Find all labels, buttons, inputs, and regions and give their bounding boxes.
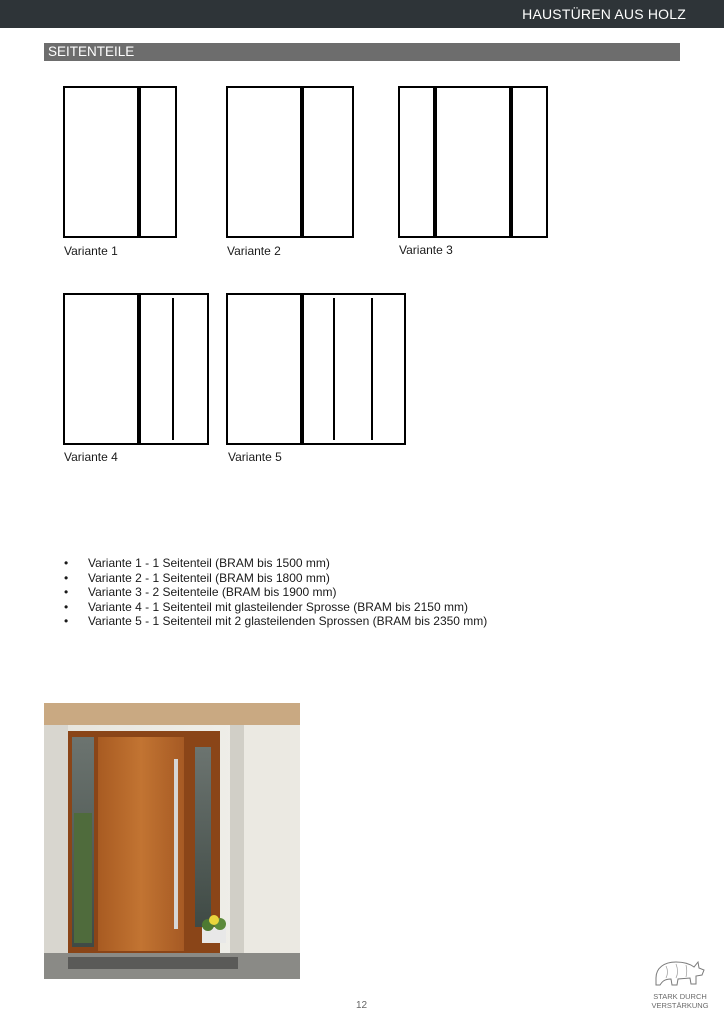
page-number: 12 bbox=[356, 1000, 368, 1011]
list-item: • Variante 2 - 1 Seitenteil (BRAM bis 1800 mm) bbox=[64, 571, 487, 586]
section-title: SEITENTEILE bbox=[48, 44, 135, 59]
logo-line-1: STARK DURCH bbox=[653, 992, 707, 1001]
variant-description-list bbox=[64, 556, 487, 629]
variant-1-diagram bbox=[63, 86, 177, 238]
variant-2-label: Variante 2 bbox=[227, 244, 281, 258]
header-bar bbox=[0, 0, 724, 28]
variant-5-diagram bbox=[226, 293, 406, 445]
list-item: • Variante 1 - 1 Seitenteil (BRAM bis 1500 mm) bbox=[64, 556, 487, 571]
brand-logo bbox=[650, 956, 710, 1010]
variant-3-label: Variante 3 bbox=[399, 243, 453, 257]
list-item: • Variante 3 - 2 Seitenteile (BRAM bis 1900 mm) bbox=[64, 585, 487, 600]
document-title: HAUSTÜREN AUS HOLZ bbox=[522, 6, 686, 22]
variant-5-label: Variante 5 bbox=[228, 450, 282, 464]
list-item: • Variante 4 - 1 Seitenteil mit glasteilender Sprosse (BRAM bis 2150 mm) bbox=[64, 600, 487, 615]
door-photo-drawing bbox=[44, 703, 300, 979]
logo-tagline bbox=[650, 992, 710, 1010]
variant-3-diagram bbox=[398, 86, 548, 238]
variant-4-diagram bbox=[63, 293, 209, 445]
variant-5-drawing bbox=[226, 293, 406, 445]
logo-line-2: VERSTÄRKUNG bbox=[651, 1001, 709, 1010]
variant-1-drawing bbox=[63, 86, 177, 238]
list-item: • Variante 5 - 1 Seitenteil mit 2 glasteilenden Sprossen (BRAM bis 2350 mm) bbox=[64, 614, 487, 629]
variant-4-drawing bbox=[63, 293, 209, 445]
variant-2-diagram bbox=[226, 86, 354, 238]
variant-2-drawing bbox=[226, 86, 354, 238]
variant-3-drawing bbox=[398, 86, 548, 238]
variant-1-label: Variante 1 bbox=[64, 244, 118, 258]
section-header bbox=[44, 43, 680, 61]
door-photo bbox=[44, 703, 300, 979]
rhino-icon bbox=[652, 956, 708, 990]
variant-4-label: Variante 4 bbox=[64, 450, 118, 464]
